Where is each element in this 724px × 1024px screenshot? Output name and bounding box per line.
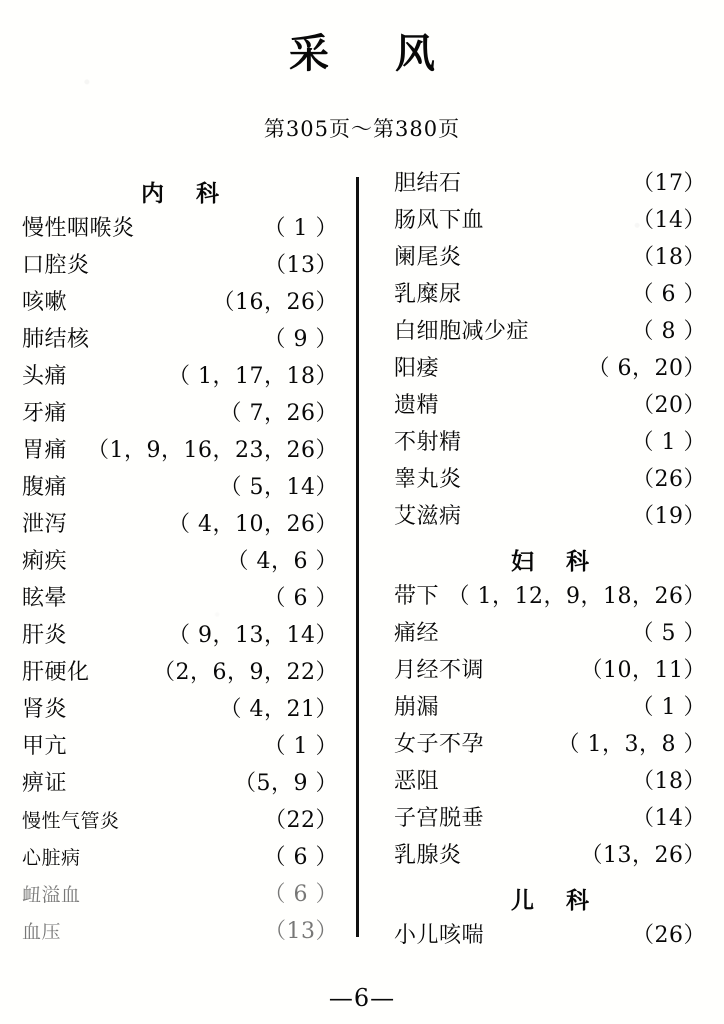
- index-entry: [22, 588, 338, 610]
- index-entry: [22, 736, 338, 758]
- index-entry: [22, 847, 338, 869]
- index-entry: [394, 469, 706, 491]
- entry-name: 头痛: [22, 364, 68, 389]
- index-entry: [394, 660, 706, 682]
- page-title: 采 风: [289, 30, 461, 77]
- entry-name: 咳嗽: [22, 290, 68, 315]
- index-entry: [394, 623, 706, 645]
- index-entry: [394, 358, 706, 380]
- index-entry: [22, 551, 338, 573]
- index-entry: [22, 403, 338, 425]
- index-entry: [22, 625, 338, 647]
- entry-pages: （ 5 ）: [631, 621, 706, 646]
- entry-pages: （ 1，17，18）: [168, 364, 338, 389]
- entry-name: 痹证: [22, 771, 68, 796]
- index-entry: [394, 697, 706, 719]
- index-entry: [394, 771, 706, 793]
- entry-pages: （ 1 ）: [263, 734, 338, 759]
- index-entry: [394, 845, 706, 867]
- entry-pages: （ 6，20）: [587, 356, 706, 381]
- index-entry: [394, 321, 706, 343]
- entry-pages: （16，26）: [212, 290, 338, 315]
- entry-name: 胆结石: [394, 171, 462, 196]
- entry-name: 乳腺炎: [394, 843, 462, 868]
- entry-name: 血压: [22, 921, 62, 943]
- entry-pages: （ 9 ）: [263, 327, 338, 352]
- entry-name: 子宫脱垂: [394, 806, 485, 831]
- section-heading-gynecology: 妇 科: [510, 548, 601, 575]
- entry-pages: （26）: [632, 467, 706, 492]
- index-entry: [22, 773, 338, 795]
- entry-name: 女子不孕: [394, 732, 485, 757]
- entry-name: 艾滋病: [394, 504, 462, 529]
- page-range-subtitle: 第305页～第380页: [263, 117, 461, 141]
- page-number: —6—: [328, 984, 396, 1012]
- entry-pages: （ 4，10，26）: [168, 512, 338, 537]
- entry-name: 肠风下血: [394, 208, 485, 233]
- entry-pages: （ 1 ）: [263, 216, 338, 241]
- entry-name: 小儿咳喘: [394, 923, 485, 948]
- index-entry: [22, 921, 338, 943]
- entry-pages: （ 4，21）: [219, 697, 338, 722]
- entry-name: 不射精: [394, 430, 462, 455]
- entry-name: 乳糜尿: [394, 282, 462, 307]
- index-entry: [394, 808, 706, 830]
- entry-name: 心脏病: [22, 847, 81, 869]
- section-heading-pediatrics: 儿 科: [510, 887, 601, 914]
- entry-pages: （13）: [264, 253, 338, 278]
- entry-name: 白细胞减少症: [394, 319, 530, 344]
- column-divider: [356, 177, 359, 937]
- entry-pages: （ 6 ）: [263, 882, 338, 907]
- entry-pages: （14）: [632, 208, 706, 233]
- entry-pages: （2，6，9，22）: [153, 660, 338, 685]
- entry-name: 腹痛: [22, 475, 68, 500]
- index-entry: [394, 432, 706, 454]
- entry-name: 痛经: [394, 621, 440, 646]
- entry-pages: （18）: [632, 769, 706, 794]
- entry-name: 阳痿: [394, 356, 440, 381]
- index-entry: [394, 247, 706, 269]
- entry-pages: （20）: [632, 393, 706, 418]
- entry-name: 眩晕: [22, 586, 68, 611]
- right-column: [364, 173, 706, 962]
- entry-pages: （18）: [632, 245, 706, 270]
- index-entry: [22, 477, 338, 499]
- entry-name: 慢性气管炎: [22, 810, 120, 832]
- entry-pages: （ 5，14）: [219, 475, 338, 500]
- index-entry: [22, 440, 338, 462]
- index-entry: [394, 210, 706, 232]
- entry-name: 遗精: [394, 393, 440, 418]
- section-heading-internal-medicine: 内 科: [140, 180, 231, 207]
- entry-name: 口腔炎: [22, 253, 90, 278]
- entry-pages: （ 7，26）: [219, 401, 338, 426]
- index-entry: [394, 395, 706, 417]
- entry-pages: （26）: [632, 923, 706, 948]
- entry-pages: （ 9，13，14）: [168, 623, 338, 648]
- entry-pages: （13）: [264, 919, 338, 944]
- index-entry: [394, 173, 706, 195]
- entry-pages: （22）: [264, 808, 338, 833]
- entry-pages: （ 4，6 ）: [226, 549, 338, 574]
- left-column: [22, 173, 364, 962]
- entry-pages: （ 8 ）: [631, 319, 706, 344]
- entry-pages: （ 1，12，9，18，26）: [447, 584, 706, 609]
- entry-name: 月经不调: [394, 658, 485, 683]
- index-entry: [22, 292, 338, 314]
- index-entry: [394, 734, 706, 756]
- index-columns: [0, 173, 724, 962]
- entry-name: 睾丸炎: [394, 467, 462, 492]
- index-entry: [22, 366, 338, 388]
- index-entry: [22, 662, 338, 684]
- index-entry: [22, 255, 338, 277]
- entry-name: 阑尾炎: [394, 245, 462, 270]
- entry-name: 肝炎: [22, 623, 68, 648]
- index-entry: [22, 884, 338, 906]
- index-entry: [22, 329, 338, 351]
- entry-pages: （19）: [632, 504, 706, 529]
- entry-name: 牙痛: [22, 401, 68, 426]
- index-entry: [22, 218, 338, 240]
- entry-pages: （10，11）: [580, 658, 706, 683]
- index-entry: [22, 699, 338, 721]
- entry-name: 甲亢: [22, 734, 68, 759]
- entry-name: 崩漏: [394, 695, 440, 720]
- entry-name: 肾炎: [22, 697, 68, 722]
- index-entry: [394, 506, 706, 528]
- entry-name: 胃痛: [22, 438, 68, 463]
- entry-pages: （13，26）: [580, 843, 706, 868]
- entry-pages: （17）: [632, 171, 706, 196]
- entry-pages: （ 1，3，8 ）: [557, 732, 706, 757]
- index-entry: [394, 284, 706, 306]
- entry-name: 肝硬化: [22, 660, 90, 685]
- entry-pages: （ 6 ）: [631, 282, 706, 307]
- entry-name: 肺结核: [22, 327, 90, 352]
- entry-pages: （5，9 ）: [234, 771, 338, 796]
- entry-name: 带下: [394, 584, 440, 609]
- index-entry: [394, 586, 706, 608]
- entry-pages: （ 6 ）: [263, 586, 338, 611]
- entry-name: 恶阻: [394, 769, 440, 794]
- entry-pages: （14）: [632, 806, 706, 831]
- entry-name: 衄溢血: [22, 884, 81, 906]
- index-entry: [394, 925, 706, 947]
- entry-name: 慢性咽喉炎: [22, 216, 135, 241]
- entry-pages: （ 6 ）: [263, 845, 338, 870]
- entry-pages: （1，9，16，23，26）: [87, 438, 338, 463]
- entry-name: 痢疾: [22, 549, 68, 574]
- entry-pages: （ 1 ）: [631, 430, 706, 455]
- entry-pages: （ 1 ）: [631, 695, 706, 720]
- index-entry: [22, 514, 338, 536]
- index-entry: [22, 810, 338, 832]
- entry-name: 泄泻: [22, 512, 68, 537]
